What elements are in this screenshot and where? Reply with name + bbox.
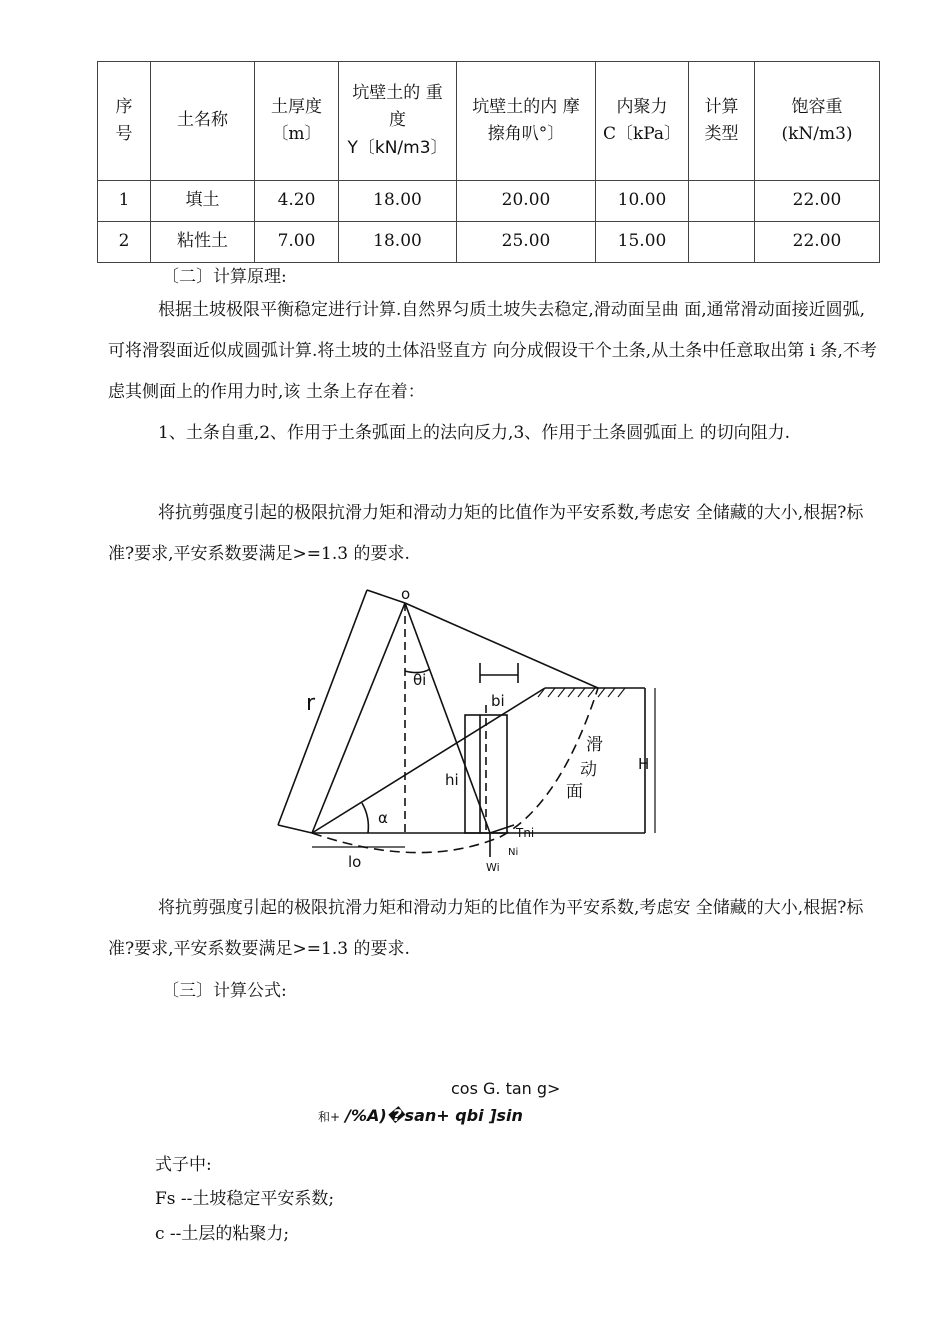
- header-cell: 内聚力 C〔kPa〕: [596, 62, 689, 181]
- header-cell: 坑壁土的 重 度 Y〔kN/m3〕: [339, 62, 457, 181]
- slope-stability-diagram: [270, 585, 660, 875]
- header-cell: 计算 类型: [689, 62, 755, 181]
- label-h: H: [638, 755, 650, 773]
- definition-c: c --土层的粘聚力;: [155, 1224, 290, 1244]
- label-slide-2: 动: [580, 760, 597, 780]
- label-r: r: [306, 691, 316, 716]
- label-tni: Tni: [516, 826, 535, 840]
- label-bi: bi: [491, 692, 505, 710]
- formula-prefix: 和+: [318, 1110, 341, 1124]
- slope-line: [312, 688, 545, 833]
- table-cell: 18.00: [339, 222, 457, 263]
- table-cell: 25.00: [457, 222, 596, 263]
- formula-line-1: cos G. tan g>: [451, 1079, 561, 1098]
- paragraph-principle: 根据土坡极限平衡稳定进行计算.自然界匀质土坡失去稳定,滑动面呈曲 面,通常滑动面接近圆弧,可将滑裂面近似成圆弧计算.将土坡的土体沿竖直方 向分成假设干个土条,从土条中任意取出第 i 条,不考虑其侧面上的作用力时,该 土条上存在着：: [108, 300, 877, 402]
- radius-to-slice: [405, 603, 490, 833]
- paragraph-safety-factor-repeat: 将抗剪强度引起的极限抗滑力矩和滑动力矩的比值作为平安系数,考虑安 全储藏的大小,根据?标准?要求,平安系数要满足>=1.3 的要求.: [108, 898, 864, 959]
- formula-main: /%A)�san+ qbi ]sin: [345, 1106, 523, 1125]
- radius-dimension-line: [278, 590, 367, 825]
- table-cell: 2: [98, 222, 151, 263]
- formula-line-2: [318, 1106, 523, 1125]
- table-row: [98, 222, 880, 263]
- header-cell: 序 号: [98, 62, 151, 181]
- table-row: [98, 181, 880, 222]
- radius-dimension-tick-top: [367, 590, 405, 603]
- ground-hatching: [538, 688, 625, 697]
- soil-parameters-table: [97, 61, 880, 263]
- label-lo: lo: [348, 853, 362, 871]
- paragraph-safety-factor: 将抗剪强度引起的极限抗滑力矩和滑动力矩的比值作为平安系数,考虑安 全储藏的大小,根据?标准?要求,平安系数要满足>=1.3 的要求.: [108, 503, 864, 564]
- paragraph-forces: 1、土条自重,2、作用于土条弧面上的法向反力,3、作用于土条圆弧面上 的切向阻力.: [158, 423, 791, 443]
- table-header-row: [98, 62, 880, 181]
- table-cell: 15.00: [596, 222, 689, 263]
- header-cell: 饱容重 (kN/m3): [755, 62, 880, 181]
- table-cell: 7.00: [255, 222, 339, 263]
- radius-to-toe: [312, 603, 405, 833]
- table-cell: [689, 181, 755, 222]
- section-3-title: 〔三〕计算公式:: [162, 981, 287, 1001]
- label-alpha: α: [378, 809, 388, 827]
- table-cell: 粘性土: [151, 222, 255, 263]
- header-cell: 土厚度 〔m〕: [255, 62, 339, 181]
- table-cell: 22.00: [755, 222, 880, 263]
- table-cell: 1: [98, 181, 151, 222]
- section-2-title: 〔二〕计算原理:: [162, 267, 287, 287]
- label-slide-1: 滑: [586, 735, 603, 755]
- definition-fs: Fs --土坡稳定平安系数;: [155, 1189, 335, 1209]
- label-o: o: [401, 585, 411, 603]
- label-slide-3: 面: [566, 782, 583, 802]
- label-ni: Ni: [508, 847, 519, 858]
- table-cell: 20.00: [457, 181, 596, 222]
- table-cell: [689, 222, 755, 263]
- table-cell: 18.00: [339, 181, 457, 222]
- table-cell: 填土: [151, 181, 255, 222]
- header-cell: 坑壁土的内 摩 擦角叭°〕: [457, 62, 596, 181]
- alpha-arc: [362, 803, 368, 833]
- table-cell: 10.00: [596, 181, 689, 222]
- label-wi: Wi: [486, 861, 500, 874]
- label-hi: hi: [445, 771, 459, 789]
- header-cell: 土名称: [151, 62, 255, 181]
- definitions-title: 式子中:: [155, 1155, 212, 1175]
- tangent-force-arrow: [490, 825, 514, 833]
- radius-dimension-tick-bottom: [278, 825, 312, 833]
- table-cell: 4.20: [255, 181, 339, 222]
- label-theta: θi: [413, 671, 427, 689]
- table-cell: 22.00: [755, 181, 880, 222]
